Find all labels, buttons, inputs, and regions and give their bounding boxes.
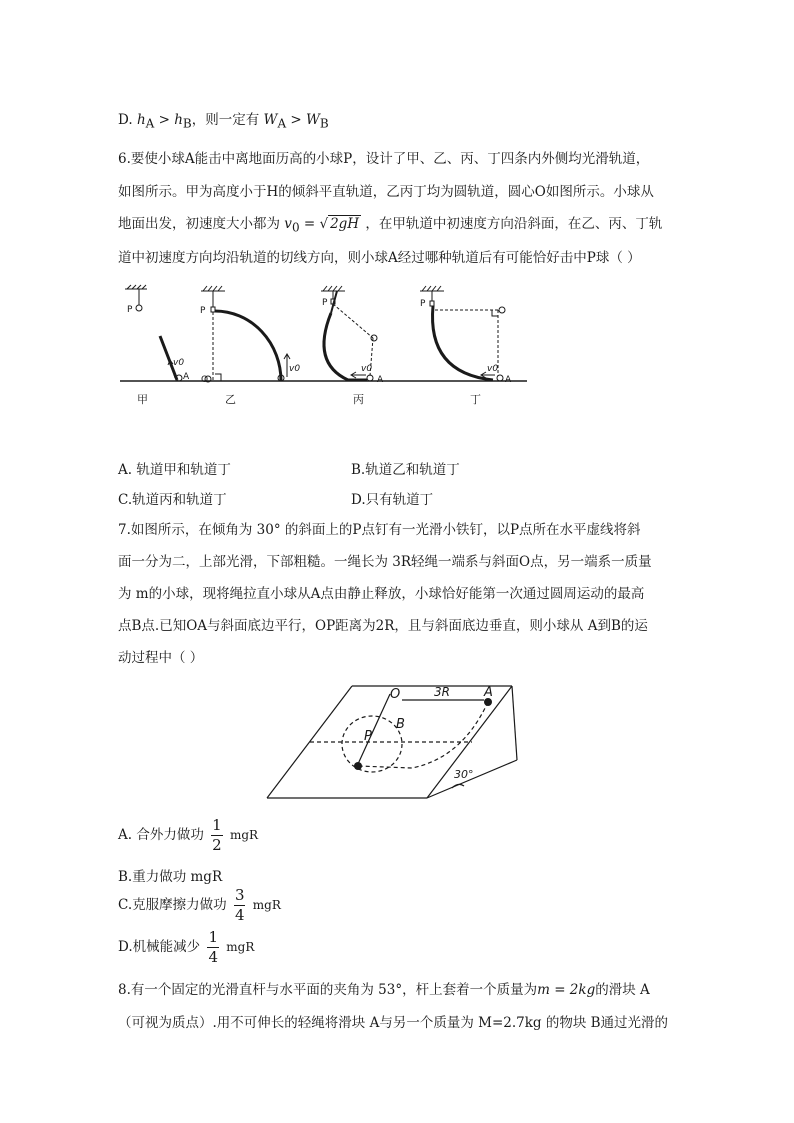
q6-line-4: 道中初速度方向均沿轨道的切线方向，则小球A经过哪种轨道后有可能恰好击中P球（ ） [118, 250, 641, 266]
denominator: 4 [208, 948, 218, 966]
numerator: 1 [208, 928, 218, 946]
label-p: P [420, 299, 426, 309]
label-bing: 丙 [353, 393, 364, 406]
label-p: P [200, 306, 206, 316]
q8-line-2: （可视为质点）.用不可伸长的轻绳将滑块 A与另一个质量为 M=2.7kg 的物块 B通过光滑的 [118, 1015, 669, 1031]
option-text: ，则一定有 [191, 112, 260, 128]
numerator: 3 [234, 886, 245, 904]
option-unit: mgR [252, 898, 281, 912]
ball-a-ding [497, 375, 503, 381]
q5-option-d: D. $h_A > h_B$，则一定有 $W_A > W_B$ [118, 112, 329, 131]
q8-line-1 [118, 978, 650, 998]
rope-op [358, 694, 390, 764]
q6-option-a: A. 轨道甲和轨道丁 [118, 462, 231, 478]
q7-option-c [118, 888, 281, 923]
label-yi: 乙 [225, 393, 236, 406]
q6-line-3: 地面出发，初速度大小都为 $v_0$ = √ 2gH ，在甲轨道中初速度方向沿斜面，在乙、丙、丁轨 [118, 216, 663, 235]
q8-mass: m = 2kg [537, 982, 596, 998]
q6-line-2: 如图所示。甲为高度小于H的倾斜平直轨道，乙丙丁均为圆轨道，圆心O如图所示。小球从 [118, 184, 654, 200]
option-text: D.机械能减少 [118, 939, 201, 955]
label-p: P [364, 729, 372, 744]
q7-option-a [118, 818, 258, 853]
label-ding: 丁 [470, 393, 481, 406]
ball-path-arc [358, 702, 488, 768]
option-unit: mgR [226, 940, 255, 954]
q8-text-c: 的滑块 A [595, 982, 650, 998]
q6-line-1: 6.要使小球A能击中离地面历高的小球P，设计了甲、乙、丙、丁四条内外侧均光滑轨道， [118, 151, 650, 167]
label-o: O [390, 687, 401, 702]
q6-line-3-text-a: 地面出发，初速度大小都为 [118, 216, 280, 232]
center-o-ding [499, 307, 505, 313]
ball-low [354, 762, 362, 770]
label-v0: v0 [173, 358, 185, 368]
fraction [211, 818, 223, 853]
denominator: 4 [234, 906, 245, 924]
fraction [207, 930, 219, 965]
ball-a-bing [367, 375, 373, 381]
q7-line-2: 面一分为二，上部光滑，下部粗糙。一绳长为 3R轻绳一端系与斜面O点，另一端系一质量 [118, 554, 652, 570]
q7-line-3: 为 m的小球，现将绳拉直小球从A点由静止释放，小球恰好能第一次通过圆周运动的最高 [118, 586, 645, 602]
fraction [234, 888, 246, 923]
label-jia: 甲 [137, 393, 148, 406]
numerator: 1 [212, 816, 222, 834]
label-angle: 30° [454, 768, 474, 781]
q8-text-a: 8.有一个固定的光滑直杆与水平面的夹角为 53°，杆上套着一个质量为 [118, 982, 538, 998]
q7-option-b: B.重力做功 mgR [118, 869, 223, 885]
q6-option-b: B.轨道乙和轨道丁 [351, 462, 460, 478]
dashed-circle [342, 716, 402, 772]
label-a: A [484, 685, 493, 700]
label-p: P [127, 305, 133, 315]
q7-line-4: 点B点.已知OA与斜面底边平行，OP距离为2R，且与斜面底边垂直，则小球从 A到B的运 [118, 618, 648, 634]
q6-line-3-text-b: ，在甲轨道中初速度方向沿斜面，在乙、丙、丁轨 [365, 216, 663, 232]
label-v0: v0 [487, 364, 499, 374]
q6-figure [115, 283, 535, 408]
label-a: A [377, 375, 384, 385]
option-text: C.克服摩擦力做功 [118, 897, 227, 913]
q7-line-5: 动过程中（ ） [118, 650, 204, 666]
label-v0: v0 [361, 364, 373, 374]
label-a: A [505, 375, 512, 385]
label-v0: v0 [289, 364, 301, 374]
option-unit: mgR [229, 828, 259, 842]
track-ding [433, 306, 494, 380]
q7-figure [262, 678, 532, 803]
label-a: A [183, 372, 190, 382]
option-text: A. 合外力做功 [118, 827, 204, 843]
back-vertical-edge [512, 686, 517, 760]
label-p: P [322, 298, 328, 308]
q7-option-d [118, 930, 254, 965]
label-3r: 3R [434, 685, 450, 699]
center-o-bing [371, 335, 377, 341]
track-yi [215, 311, 281, 381]
q6-option-c: C.轨道丙和轨道丁 [118, 492, 227, 508]
ball-p-jia [136, 305, 142, 311]
option-label: D. [118, 112, 133, 128]
q6-option-d: D.只有轨道丁 [351, 492, 434, 508]
q7-line-1: 7.如图所示，在倾角为 30° 的斜面上的P点钉有一光滑小铁钉，以P点所在水平虚线将斜 [118, 522, 641, 538]
label-o: O [201, 375, 209, 385]
label-b: B [396, 717, 405, 732]
denominator: 2 [212, 836, 222, 854]
